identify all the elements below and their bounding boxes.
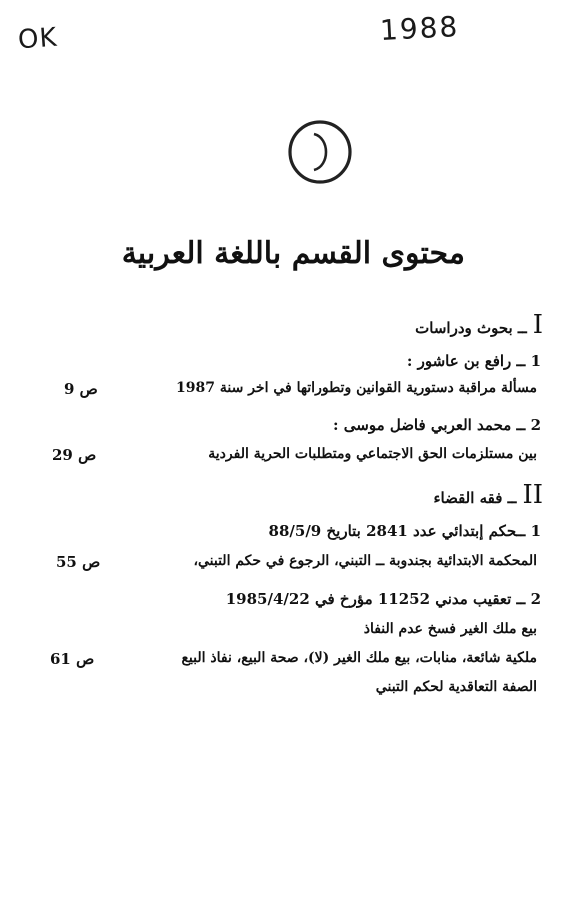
entry-subtitle: الصفة التعاقدية لحكم التبني bbox=[375, 679, 537, 695]
page-title: محتوى القسم باللغة العربية bbox=[121, 236, 465, 271]
section-label: ــ فقه القضاء bbox=[433, 489, 517, 507]
entry-author: ــ رافع بن عاشور : bbox=[406, 352, 526, 370]
entry-title: مسألة مراقبة دستورية القوانين وتطوراتها في اخر سنة 1987 bbox=[176, 380, 537, 396]
entry-number: 2 bbox=[530, 416, 541, 434]
section-heading-jurisprudence bbox=[433, 480, 543, 510]
entry-title: بيع ملك الغير فسخ عدم النفاذ bbox=[363, 621, 537, 637]
entry-title: المحكمة الابتدائية بجندوبة ــ التبني، الرجوع في حكم التبني، bbox=[193, 553, 537, 569]
entry-ruling: ــ تعقيب مدني 11252 مؤرخ في 1985/4/22 bbox=[225, 590, 526, 608]
circle-stamp-icon bbox=[280, 112, 360, 192]
entry-heading bbox=[407, 352, 541, 370]
entry-number: 1 bbox=[530, 352, 541, 370]
entry-heading bbox=[226, 590, 541, 608]
entry-author: ــ محمد العربي فاضل موسى : bbox=[333, 416, 526, 434]
entry-title: بين مستلزمات الحق الاجتماعي ومتطلبات الحرية الفردية bbox=[208, 446, 537, 462]
entry-heading bbox=[269, 522, 541, 540]
page-reference: ص 61 bbox=[50, 650, 95, 668]
section-numeral: II bbox=[522, 480, 543, 510]
handwritten-year-mark: 1988 bbox=[379, 9, 461, 48]
section-heading-studies bbox=[415, 310, 543, 340]
entry-keywords: ملكية شائعة، منابات، بيع ملك الغير (لا)، صحة البيع، نفاذ البيع bbox=[181, 650, 537, 666]
entry-heading bbox=[333, 416, 541, 434]
section-numeral: I bbox=[532, 310, 543, 340]
page-reference: ص 55 bbox=[56, 553, 101, 571]
page-reference: ص 9 bbox=[64, 380, 98, 398]
entry-ruling: ــحكم إبتدائي عدد 2841 بتاريخ 88/5/9 bbox=[268, 522, 526, 540]
entry-number: 1 bbox=[530, 522, 541, 540]
page-reference: ص 29 bbox=[52, 446, 97, 464]
entry-number: 2 bbox=[530, 590, 541, 608]
handwritten-ok-mark: OK bbox=[17, 22, 59, 56]
section-label: ــ بحوث ودراسات bbox=[415, 319, 527, 337]
